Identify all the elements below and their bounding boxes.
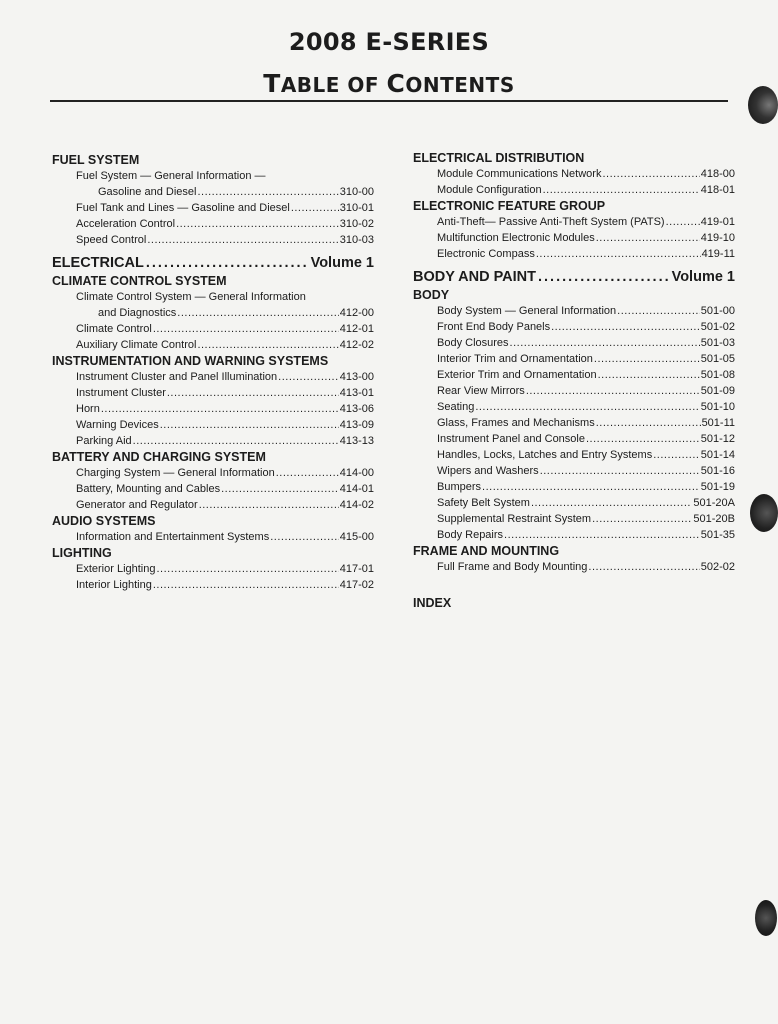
toc-entry[interactable]: Battery, Mounting and Cables ..... 414-01 — [52, 481, 374, 497]
section-heading-electrical-distribution: ELECTRICAL DISTRIBUTION — [413, 151, 585, 165]
volume-heading-body-and-paint: BODY AND PAINT ..... Volume 1 — [413, 267, 735, 287]
volume-heading-electrical: ELECTRICAL ..... Volume 1 — [52, 253, 374, 273]
section-heading-fuel-system: FUEL SYSTEM — [52, 153, 140, 167]
toc-entry[interactable]: Instrument Cluster and Panel Illumination ..... 413-00 — [52, 369, 374, 385]
toc-entry[interactable]: Gasoline and Diesel ..... 310-00 — [52, 184, 374, 200]
toc-entry-line: Fuel System — General Information — — [76, 170, 266, 182]
toc-entry[interactable]: Module Communications Network ..... 418-00 — [413, 166, 735, 182]
toc-entry[interactable]: Auxiliary Climate Control ..... 412-02 — [52, 337, 374, 353]
section-heading-frame-and-mounting: FRAME AND MOUNTING — [413, 544, 560, 558]
subtitle-initial-1: T — [263, 69, 281, 98]
left-column — [52, 152, 374, 593]
toc-entry[interactable]: Wipers and Washers ..... 501-16 — [413, 463, 735, 479]
subtitle-initial-2: C — [386, 69, 406, 98]
toc-entry[interactable]: Interior Lighting ..... 417-02 — [52, 577, 374, 593]
toc-entry[interactable]: Fuel Tank and Lines — Gasoline and Diesel ..... 310-01 — [52, 200, 374, 216]
toc-entry[interactable]: Warning Devices ..... 413-09 — [52, 417, 374, 433]
toc-entry[interactable]: Handles, Locks, Latches and Entry Systems ..... 501-14 — [413, 447, 735, 463]
toc-entry[interactable]: Front End Body Panels ..... 501-02 — [413, 319, 735, 335]
index-link[interactable]: INDEX — [413, 596, 452, 610]
section-heading-electronic-feature: ELECTRONIC FEATURE GROUP — [413, 199, 606, 213]
section-heading-battery: BATTERY AND CHARGING SYSTEM — [52, 450, 266, 464]
section-heading-climate-control: CLIMATE CONTROL SYSTEM — [52, 274, 227, 288]
binder-hole-middle — [750, 494, 778, 532]
toc-entry[interactable]: Exterior Trim and Ornamentation ..... 501-08 — [413, 367, 735, 383]
toc-entry[interactable]: Supplemental Restraint System ..... 501-20B — [413, 511, 735, 527]
subtitle-rest-2: ONTENTS — [405, 73, 515, 97]
toc-entry[interactable]: Generator and Regulator ..... 414-02 — [52, 497, 374, 513]
toc-entry[interactable]: Rear View Mirrors ..... 501-09 — [413, 383, 735, 399]
section-heading-audio: AUDIO SYSTEMS — [52, 514, 156, 528]
toc-entry[interactable]: Instrument Panel and Console ..... 501-12 — [413, 431, 735, 447]
toc-entry[interactable]: Body System — General Information ..... 501-00 — [413, 303, 735, 319]
toc-entry[interactable]: Full Frame and Body Mounting ..... 502-02 — [413, 559, 735, 575]
subtitle-rest-1: ABLE OF — [280, 73, 387, 97]
document-subtitle — [0, 69, 778, 98]
toc-entry[interactable]: Charging System — General Information ..... 414-00 — [52, 465, 374, 481]
toc-entry[interactable]: Bumpers ..... 501-19 — [413, 479, 735, 495]
toc-entry-line: Climate Control System — General Information — [76, 291, 306, 303]
toc-entry[interactable]: Climate Control ..... 412-01 — [52, 321, 374, 337]
section-heading-instrumentation: INSTRUMENTATION AND WARNING SYSTEMS — [52, 354, 329, 368]
toc-entry[interactable]: Parking Aid ..... 413-13 — [52, 433, 374, 449]
toc-entry[interactable]: Acceleration Control ..... 310-02 — [52, 216, 374, 232]
toc-entry[interactable]: Exterior Lighting ..... 417-01 — [52, 561, 374, 577]
binder-hole-top — [748, 86, 778, 124]
toc-entry[interactable]: Information and Entertainment Systems ..... 415-00 — [52, 529, 374, 545]
toc-entry[interactable]: Horn ..... 413-06 — [52, 401, 374, 417]
section-heading-lighting: LIGHTING — [52, 546, 112, 560]
document-title: 2008 E-SERIES — [288, 28, 490, 56]
section-heading-body: BODY — [413, 288, 450, 302]
toc-entry[interactable]: Module Configuration ..... 418-01 — [413, 182, 735, 198]
toc-entry[interactable]: Body Repairs ..... 501-35 — [413, 527, 735, 543]
toc-entry[interactable]: Interior Trim and Ornamentation ..... 501-05 — [413, 351, 735, 367]
toc-entry[interactable]: Safety Belt System ..... 501-20A — [413, 495, 735, 511]
toc-entry[interactable]: Instrument Cluster ..... 413-01 — [52, 385, 374, 401]
toc-entry[interactable]: Speed Control ..... 310-03 — [52, 232, 374, 248]
toc-entry[interactable]: Multifunction Electronic Modules ..... 419-10 — [413, 230, 735, 246]
right-column — [413, 150, 735, 611]
toc-entry[interactable]: Glass, Frames and Mechanisms ..... 501-11 — [413, 415, 735, 431]
toc-entry[interactable]: Electronic Compass ..... 419-11 — [413, 246, 735, 262]
toc-entry[interactable]: Seating ..... 501-10 — [413, 399, 735, 415]
toc-entry[interactable]: Anti-Theft— Passive Anti-Theft System (PATS) ..... 419-01 — [413, 214, 735, 230]
title-rule — [50, 100, 728, 102]
toc-entry[interactable]: and Diagnostics ..... 412-00 — [52, 305, 374, 321]
toc-entry[interactable]: Body Closures ..... 501-03 — [413, 335, 735, 351]
binder-hole-bottom — [755, 900, 777, 936]
